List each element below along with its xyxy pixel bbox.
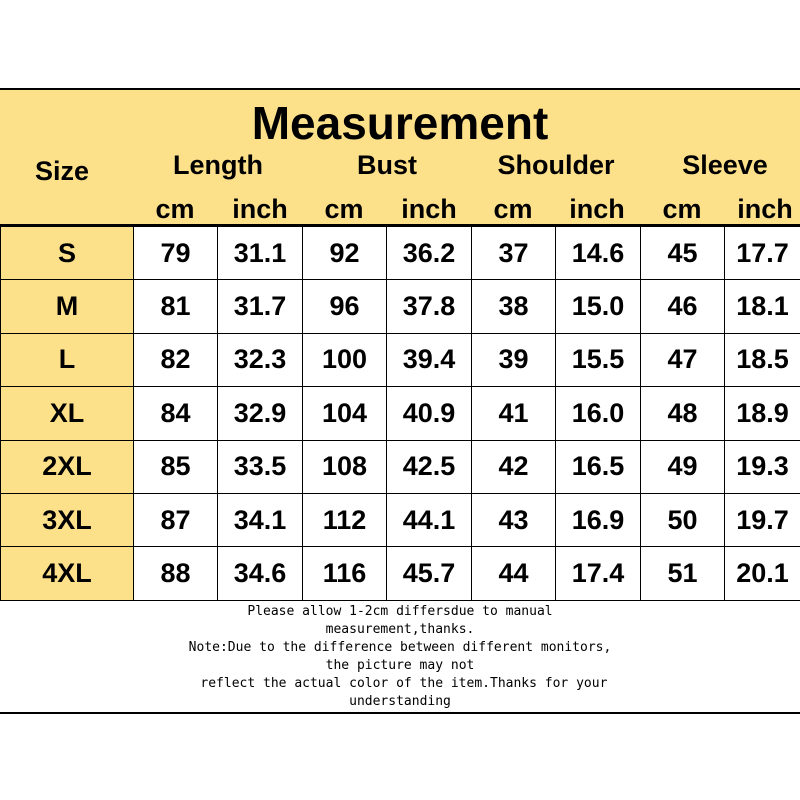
- value-cell: 39: [472, 333, 556, 386]
- value-cell: 47: [641, 333, 725, 386]
- unit-header-cm: cm: [662, 194, 702, 224]
- table-row: [1, 493, 800, 546]
- value-cell: 20.1: [725, 547, 800, 600]
- size-cell: M: [1, 280, 134, 333]
- size-chart-header: [0, 88, 800, 226]
- size-cell: 3XL: [1, 493, 134, 546]
- unit-header-cm: cm: [493, 194, 533, 224]
- table-row: [1, 440, 800, 493]
- value-cell: 43: [472, 493, 556, 546]
- unit-header-inch: inch: [737, 194, 793, 224]
- unit-header-inch: inch: [232, 194, 288, 224]
- value-cell: 108: [303, 440, 387, 493]
- value-cell: 40.9: [387, 387, 472, 440]
- size-table: [0, 226, 800, 601]
- size-cell: L: [1, 333, 134, 386]
- note-line: the picture may not: [325, 657, 475, 673]
- value-cell: 17.4: [556, 547, 641, 600]
- value-cell: 51: [641, 547, 725, 600]
- value-cell: 41: [472, 387, 556, 440]
- value-cell: 15.0: [556, 280, 641, 333]
- value-cell: 15.5: [556, 333, 641, 386]
- value-cell: 87: [134, 493, 218, 546]
- size-chart: [0, 88, 800, 714]
- size-column-header: Size: [34, 156, 90, 186]
- value-cell: 32.3: [218, 333, 303, 386]
- value-cell: 88: [134, 547, 218, 600]
- value-cell: 19.7: [725, 493, 800, 546]
- note-line: reflect the actual color of the item.Thanks for your: [192, 675, 608, 691]
- unit-header-cm: cm: [324, 194, 364, 224]
- group-header-sleeve: Sleeve: [682, 150, 768, 180]
- value-cell: 42.5: [387, 440, 472, 493]
- value-cell: 16.5: [556, 440, 641, 493]
- value-cell: 46: [641, 280, 725, 333]
- group-header-shoulder: Shoulder: [497, 150, 615, 180]
- group-header-bust: Bust: [357, 150, 417, 180]
- value-cell: 16.0: [556, 387, 641, 440]
- value-cell: 100: [303, 333, 387, 386]
- value-cell: 49: [641, 440, 725, 493]
- size-cell: S: [1, 227, 134, 280]
- value-cell: 17.7: [725, 227, 800, 280]
- value-cell: 32.9: [218, 387, 303, 440]
- value-cell: 79: [134, 227, 218, 280]
- unit-header-inch: inch: [401, 194, 457, 224]
- value-cell: 96: [303, 280, 387, 333]
- value-cell: 18.1: [725, 280, 800, 333]
- table-row: [1, 227, 800, 280]
- note-line: Please allow 1-2cm differsdue to manual: [247, 603, 553, 619]
- note-line: Note:Due to the difference between different monitors,: [188, 639, 612, 655]
- notes-block: [0, 601, 800, 714]
- table-row: [1, 333, 800, 386]
- value-cell: 84: [134, 387, 218, 440]
- value-cell: 31.1: [218, 227, 303, 280]
- table-row: [1, 280, 800, 333]
- value-cell: 34.6: [218, 547, 303, 600]
- size-cell: 4XL: [1, 547, 134, 600]
- value-cell: 50: [641, 493, 725, 546]
- value-cell: 38: [472, 280, 556, 333]
- value-cell: 18.5: [725, 333, 800, 386]
- value-cell: 116: [303, 547, 387, 600]
- value-cell: 37.8: [387, 280, 472, 333]
- value-cell: 19.3: [725, 440, 800, 493]
- value-cell: 36.2: [387, 227, 472, 280]
- value-cell: 16.9: [556, 493, 641, 546]
- value-cell: 45.7: [387, 547, 472, 600]
- value-cell: 33.5: [218, 440, 303, 493]
- value-cell: 18.9: [725, 387, 800, 440]
- group-header-length: Length: [173, 150, 263, 180]
- value-cell: 82: [134, 333, 218, 386]
- value-cell: 104: [303, 387, 387, 440]
- value-cell: 31.7: [218, 280, 303, 333]
- value-cell: 39.4: [387, 333, 472, 386]
- unit-header-cm: cm: [155, 194, 195, 224]
- value-cell: 42: [472, 440, 556, 493]
- unit-header-inch: inch: [569, 194, 625, 224]
- value-cell: 44: [472, 547, 556, 600]
- value-cell: 44.1: [387, 493, 472, 546]
- value-cell: 81: [134, 280, 218, 333]
- value-cell: 112: [303, 493, 387, 546]
- value-cell: 37: [472, 227, 556, 280]
- note-line: understanding: [349, 693, 451, 709]
- size-cell: 2XL: [1, 440, 134, 493]
- value-cell: 48: [641, 387, 725, 440]
- table-row: [1, 547, 800, 600]
- value-cell: 14.6: [556, 227, 641, 280]
- size-cell: XL: [1, 387, 134, 440]
- value-cell: 34.1: [218, 493, 303, 546]
- value-cell: 85: [134, 440, 218, 493]
- chart-title: Measurement: [251, 97, 549, 149]
- value-cell: 92: [303, 227, 387, 280]
- note-line: measurement,thanks.: [325, 621, 475, 637]
- value-cell: 45: [641, 227, 725, 280]
- table-row: [1, 387, 800, 440]
